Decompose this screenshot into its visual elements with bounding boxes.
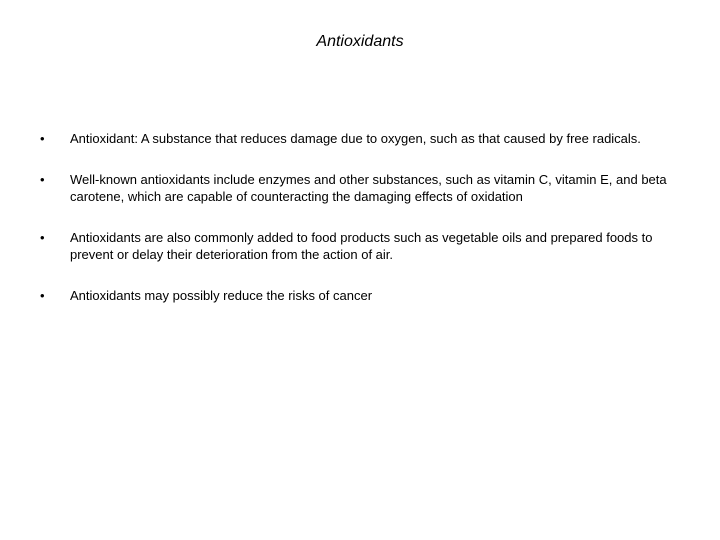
bullet-item (40, 287, 680, 304)
bullet-dot-icon: • (40, 288, 45, 303)
bullet-item (40, 229, 680, 263)
bullet-dot-icon: • (40, 131, 45, 146)
bullet-dot-icon: • (40, 230, 45, 245)
bullet-item (40, 130, 680, 147)
bullet-text: Well-known antioxidants include enzymes and other substances, such as vitamin C, vitamin E, and beta carotene, which are capable of counteracting the damaging effects of oxidation (70, 172, 667, 204)
bullet-text: Antioxidant: A substance that reduces damage due to oxygen, such as that caused by free radicals. (70, 131, 641, 146)
bullet-text: Antioxidants are also commonly added to food products such as vegetable oils and prepared foods to prevent or delay their deterioration from the action of air. (70, 230, 653, 262)
slide-title: Antioxidants (316, 33, 404, 50)
bullet-list (40, 130, 680, 328)
bullet-dot-icon: • (40, 172, 45, 187)
bullet-item (40, 171, 680, 205)
bullet-text: Antioxidants may possibly reduce the risks of cancer (70, 288, 373, 303)
